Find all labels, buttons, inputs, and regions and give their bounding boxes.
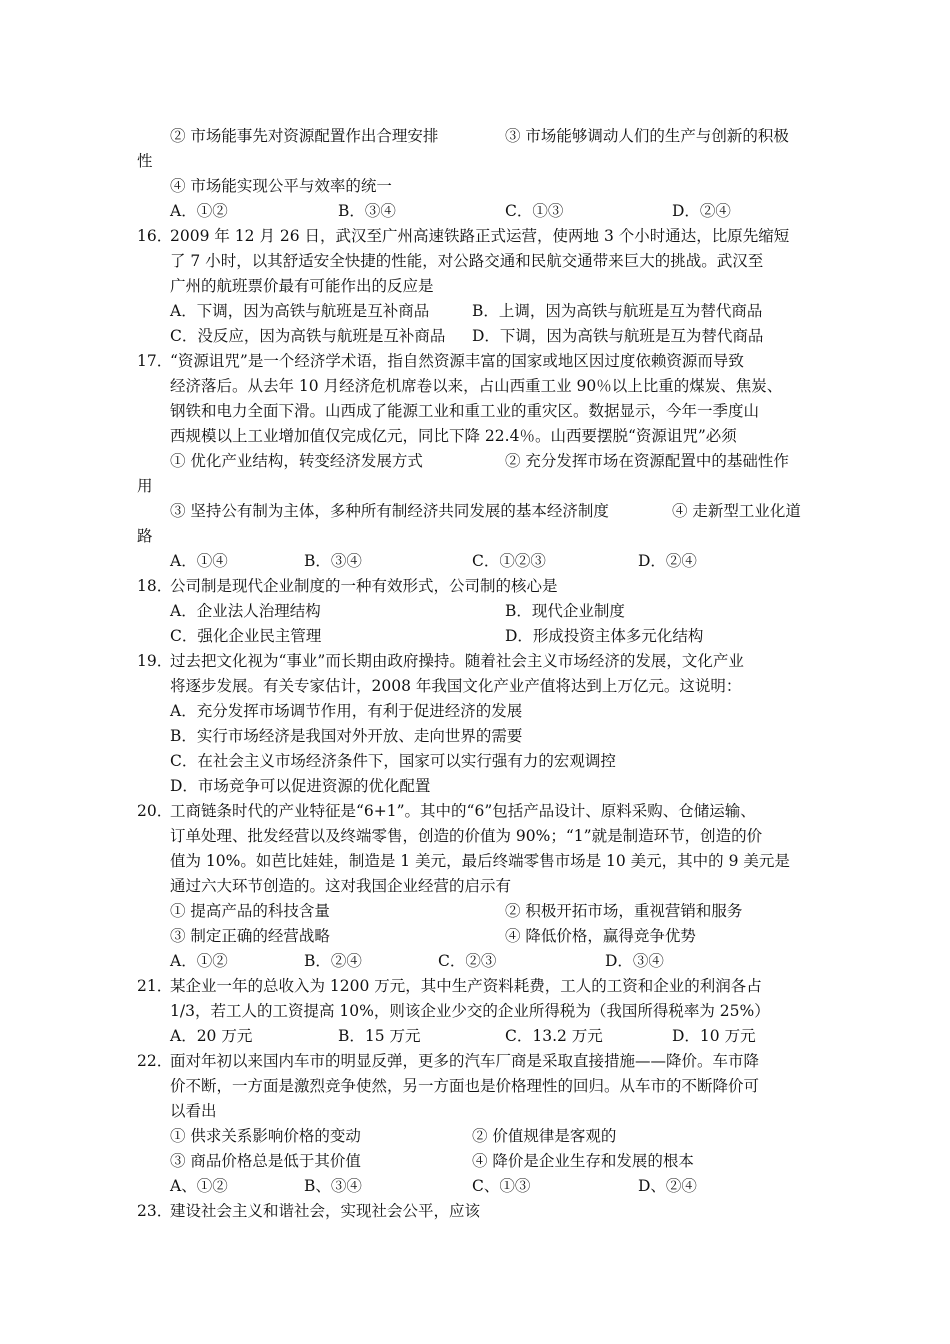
q20-option-3: ③ 制定正确的经营战略	[170, 927, 330, 945]
q16-stem-line: 广州的航班票价最有可能作出的反应是	[170, 277, 434, 295]
q17-stem-line: 钢铁和电力全面下滑。山西成了能源工业和重工业的重灾区。数据显示，今年一季度山	[170, 402, 760, 420]
q15-choice-d: D．②④	[672, 202, 731, 220]
q18-stem-line: 公司制是现代企业制度的一种有效形式，公司制的核心是	[170, 577, 558, 595]
q16-choice-a: A．下调，因为高铁与航班是互补商品	[170, 302, 430, 320]
q16-choice-d: D．下调，因为高铁与航班是互为替代商品	[472, 327, 764, 345]
q20-stem-line: 值为 10%。如芭比娃娃，制造是 1 美元，最后终端零售市场是 10 美元，其中的 9 美元是	[170, 852, 790, 870]
q17-option-4: ④ 走新型工业化道	[672, 502, 801, 520]
q21-stem-line: 某企业一年的总收入为 1200 万元，其中生产资料耗费，工人的工资和企业的利润各占	[170, 977, 762, 995]
q21-choice-b: B．15 万元	[338, 1027, 421, 1045]
q16-choice-b: B．上调，因为高铁与航班是互为替代商品	[472, 302, 763, 320]
q17-stem-line: 经济落后。从去年 10 月经济危机席卷以来，占山西重工业 90％以上比重的煤炭、焦炭、	[170, 377, 783, 395]
q15-option-3-wrap: 性	[137, 152, 153, 170]
q20-stem-line: 通过六大环节创造的。这对我国企业经营的启示有	[170, 877, 512, 895]
q22-stem-line: 价不断，一方面是激烈竞争使然，另一方面也是价格理性的回归。从车市的不断降价可	[170, 1077, 760, 1095]
q22-choice-c: C、①③	[472, 1177, 531, 1195]
q15-choice-a: A．①②	[170, 202, 228, 220]
q19-stem-line: 将逐步发展。有关专家估计，2008 年我国文化产业产值将达到上万亿元。这说明：	[170, 677, 742, 695]
q19-choice-b: B．实行市场经济是我国对外开放、走向世界的需要	[170, 727, 523, 745]
q22-option-4: ④ 降价是企业生存和发展的根本	[472, 1152, 694, 1170]
q21-choice-d: D．10 万元	[672, 1027, 756, 1045]
q15-option-4: ④ 市场能实现公平与效率的统一	[170, 177, 392, 195]
q23-stem-line: 建设社会主义和谐社会，实现社会公平，应该	[170, 1202, 481, 1220]
q21-number: 21．	[137, 977, 173, 995]
q17-choice-b: B．③④	[304, 552, 362, 570]
q18-choice-d: D．形成投资主体多元化结构	[505, 627, 704, 645]
q15-choice-b: B．③④	[338, 202, 396, 220]
q17-option-2-wrap: 用	[137, 477, 153, 495]
q22-option-3: ③ 商品价格总是低于其价值	[170, 1152, 361, 1170]
q22-choice-d: D、②④	[638, 1177, 697, 1195]
q20-option-4: ④ 降低价格，赢得竞争优势	[505, 927, 696, 945]
q20-stem-line: 工商链条时代的产业特征是“6+1”。其中的“6”包括产品设计、原料采购、仓储运输、	[170, 802, 756, 820]
q22-choice-b: B、③④	[304, 1177, 362, 1195]
q16-stem-line: 2009 年 12 月 26 日，武汉至广州高速铁路正式运营，使两地 3 个小时通达，比原先缩短	[170, 227, 790, 245]
q22-choice-a: A、①②	[170, 1177, 228, 1195]
q21-stem-line: 1/3，若工人的工资提高 10%，则该企业少交的企业所得税为（我国所得税率为 25%）	[170, 1002, 770, 1020]
q17-option-1: ① 优化产业结构，转变经济发展方式	[170, 452, 423, 470]
q15-option-3: ③ 市场能够调动人们的生产与创新的积极	[505, 127, 789, 145]
q15-choice-c: C．①③	[505, 202, 564, 220]
q20-stem-line: 订单处理、批发经营以及终端零售，创造的价值为 90%；“1”就是制造环节，创造的价	[170, 827, 763, 845]
q20-choice-a: A．①②	[170, 952, 228, 970]
q20-choice-c: C．②③	[438, 952, 497, 970]
q20-option-1: ① 提高产品的科技含量	[170, 902, 330, 920]
q16-stem-line: 了 7 小时，以其舒适安全快捷的性能，对公路交通和民航交通带来巨大的挑战。武汉至	[170, 252, 764, 270]
q17-choice-c: C．①②③	[472, 552, 546, 570]
q17-choice-a: A．①④	[170, 552, 228, 570]
q19-choice-d: D．市场竞争可以促进资源的优化配置	[170, 777, 431, 795]
q17-option-2: ② 充分发挥市场在资源配置中的基础性作	[505, 452, 789, 470]
q20-choice-b: B．②④	[304, 952, 362, 970]
q17-option-4-wrap: 路	[137, 527, 153, 545]
q20-option-2: ② 积极开拓市场，重视营销和服务	[505, 902, 743, 920]
q22-number: 22．	[137, 1052, 173, 1070]
q17-option-3: ③ 坚持公有制为主体，多种所有制经济共同发展的基本经济制度	[170, 502, 609, 520]
q22-option-2: ② 价值规律是客观的	[472, 1127, 617, 1145]
q23-number: 23．	[137, 1202, 173, 1220]
q18-choice-c: C．强化企业民主管理	[170, 627, 322, 645]
q19-stem-line: 过去把文化视为“事业”而长期由政府操持。随着社会主义市场经济的发展，文化产业	[170, 652, 744, 670]
q21-choice-c: C．13.2 万元	[505, 1027, 603, 1045]
q16-choice-c: C．没反应，因为高铁与航班是互补商品	[170, 327, 446, 345]
q22-option-1: ① 供求关系影响价格的变动	[170, 1127, 361, 1145]
q18-number: 18．	[137, 577, 173, 595]
q19-choice-a: A．充分发挥市场调节作用，有利于促进经济的发展	[170, 702, 523, 720]
q19-number: 19．	[137, 652, 173, 670]
q19-choice-c: C．在社会主义市场经济条件下，国家可以实行强有力的宏观调控	[170, 752, 616, 770]
q17-choice-d: D．②④	[638, 552, 697, 570]
q15-option-2: ② 市场能事先对资源配置作出合理安排	[170, 127, 439, 145]
q22-stem-line: 以看出	[170, 1102, 217, 1120]
q17-number: 17．	[137, 352, 173, 370]
q22-stem-line: 面对年初以来国内车市的明显反弹，更多的汽车厂商是采取直接措施——降价。车市降	[170, 1052, 760, 1070]
q18-choice-a: A．企业法人治理结构	[170, 602, 321, 620]
q20-number: 20．	[137, 802, 173, 820]
q21-choice-a: A．20 万元	[170, 1027, 253, 1045]
q20-choice-d: D．③④	[605, 952, 664, 970]
q17-stem-line: 西规模以上工业增加值仅完成亿元，同比下降 22.4％。山西要摆脱“资源诅咒”必须	[170, 427, 737, 445]
q18-choice-b: B．现代企业制度	[505, 602, 625, 620]
q17-stem-line: “资源诅咒”是一个经济学术语，指自然资源丰富的国家或地区因过度依赖资源而导致	[170, 352, 744, 370]
q16-number: 16．	[137, 227, 173, 245]
